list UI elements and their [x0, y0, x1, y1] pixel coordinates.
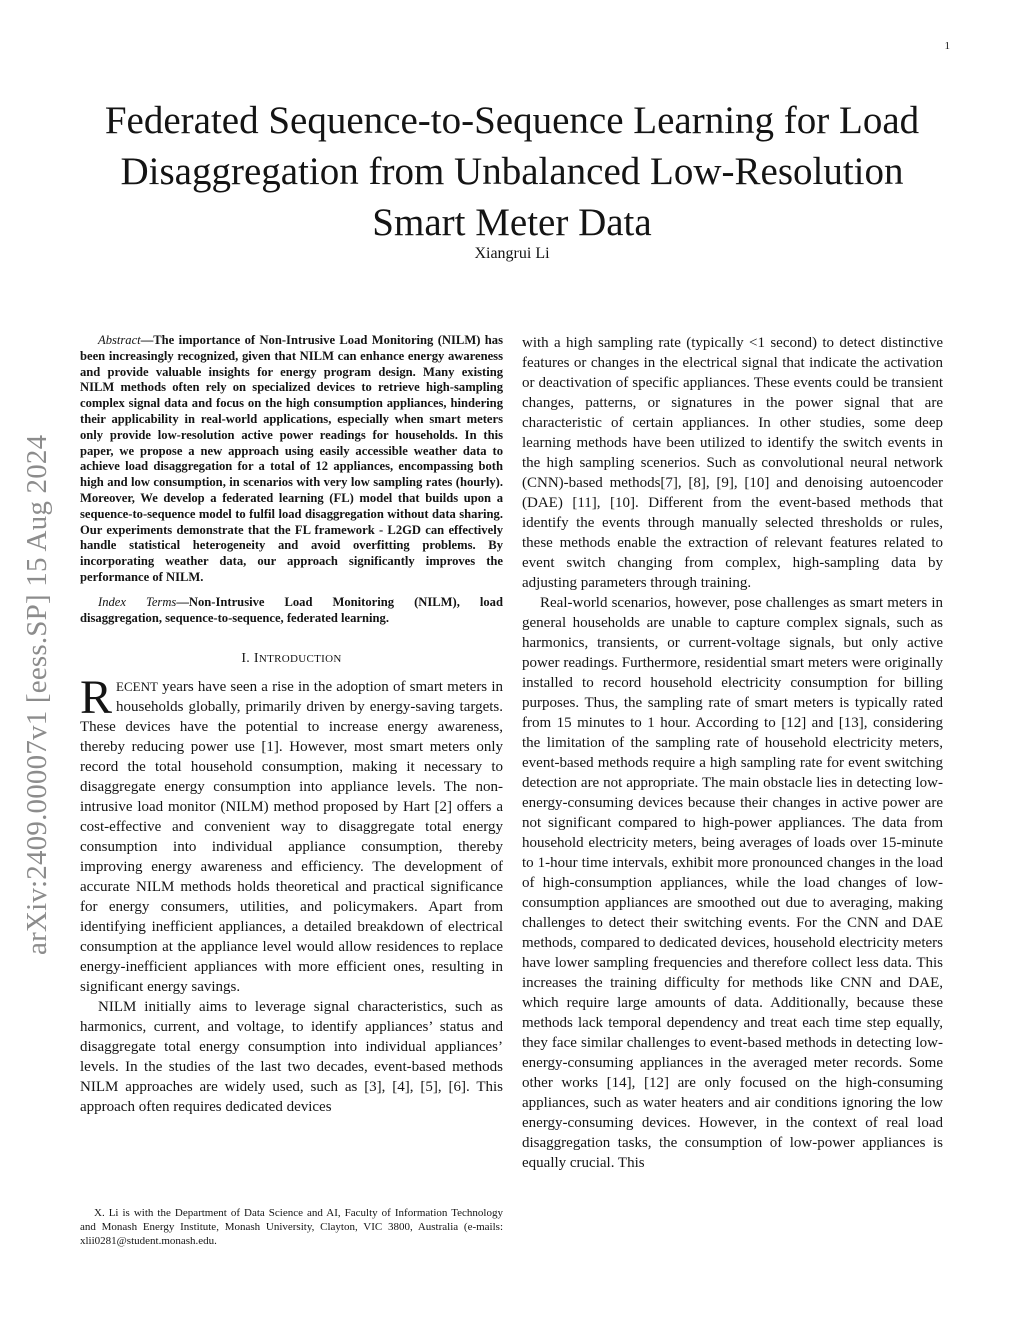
- section-heading-introduction: [80, 649, 503, 669]
- author-name: Xiangrui Li: [474, 245, 550, 262]
- intro-paragraph-1-text: years have seen a rise in the adoption of smart meters in households globally, primarily driven by energy-saving targets. These devices have the potential to increase energy awareness, thereby reducing power use [1]. However, most smart meters only record the total household consumption, making it necessary to disaggregate energy consumption into appliance levels. The non-intrusive load monitor (NILM) method proposed by Hart [2] offers a cost-effective and convenient way to disaggregate total energy consumption into individual appliance consumption, thereby improving energy awareness and efficiency. The development of accurate NILM methods holds theoretical and practical significance for energy consumers, utilities, and policymakers. Apart from identifying inefficient appliances, a detailed breakdown of electrical consumption at the appliance level would allow residences to replace energy-inefficient appliances with more efficient ones, resulting in significant energy savings.: [80, 679, 503, 996]
- arxiv-identifier-stamp: arXiv:2409.00007v1 [eess.SP] 15 Aug 2024: [21, 434, 53, 955]
- abstract: [80, 333, 503, 586]
- intro-lead-caps: ECENT: [116, 679, 158, 695]
- abstract-label: Abstract: [98, 333, 141, 347]
- intro-paragraph-1: [80, 671, 503, 997]
- abstract-text: —The importance of Non-Intrusive Load Monitoring (NILM) has been increasingly recognized, given that NILM can enhance energy awareness and provide valuable insights for energy program design. Many existing NILM methods often rely on specialized devices to retrieve high-sampling complex signal data and focus on the high consumption appliances, hindering their applicability in real-world applications, especially when smart meters only provide low-resolution active power readings for households. In this paper, we propose a new approach using easily accessible weather data to achieve load disaggregation for a total of 12 appliances, encompassing both high and low consumption, in scenarios with very low sampling rates (hourly). Moreover, We develop a federated learning (FL) model that builds upon a sequence-to-sequence model to fulfil load disaggregation without data sharing. Our experiments demonstrate that the FL framework - L2GD can effectively handle statistical heterogeneity and avoid overfitting problems. By incorporating weather data, our approach significantly improves the performance of NILM.: [80, 333, 503, 584]
- section-heading-rest: NTRODUCTION: [258, 653, 342, 666]
- section-numeral: I.: [241, 651, 251, 667]
- intro-paragraph-2: NILM initially aims to leverage signal characteristics, such as harmonics, current, and voltage, to identify appliances’ status and disaggregate total energy consumption into individual appliances’ levels. In the studies of the last two decades, event-based methods NILM approaches are widely used, such as [3], [4], [5], [6]. This approach often requires dedicated devices: [80, 999, 503, 1116]
- page-number: 1: [944, 40, 950, 52]
- paper-title: Federated Sequence-to-Sequence Learning for Load Disaggregation from Unbalanced Low-Resolution Smart Meter Data: [104, 99, 920, 244]
- right-column: [522, 333, 943, 1173]
- author-affiliation-footnote: X. Li is with the Department of Data Science and AI, Faculty of Information Technology and Monash Energy Institute, Monash University, Clayton, VIC 3800, Australia (e-mails: xlii0281@student.monash.edu.: [80, 1207, 503, 1247]
- section-heading-initial: I: [253, 651, 259, 667]
- right-paragraph-1: with a high sampling rate (typically <1 second) to detect distinctive features or changes in the electrical signal that indicate the activation or deactivation of specific appliances. These events could be transient changes, patterns, or signatures in the power signal that are characteristic of certain appliances. In other studies, some deep learning methods have been utilized to identify the switch events in the high sampling scenerios. Such as convolutional neural network (CNN)-based methods[7], [8], [9], [10] and denoising autoencoder (DAE) [11], [10]. Different from the event-based methods that identify the events through manually selected thresholds or rules, these methods enable the extraction of relevant features related to event switch changing from complex, high-sampling data by adjusting parameters through training.: [522, 335, 943, 591]
- index-terms-text: —Non-Intrusive Load Monitoring (NILM), load disaggregation, sequence-to-sequence, federated learning.: [80, 594, 503, 625]
- right-paragraph-2: Real-world scenarios, however, pose challenges as smart meters in general households are unable to capture complex signals, such as harmonics, transients, or current-voltage signals, but only active power readings. Furthermore, residential smart meters were originally installed to record household electricity consumption for billing purposes. Thus, the sampling rate of smart meters is typically rated from 15 minutes to 1 hour. According to [12] and [13], considering the limitation of the sampling rate of household electricity meters, event-based methods require a high sampling rate for event switching detection are not appropriate. The main obstacle lies in detecting low-energy-consuming devices because their changes in active power are not significant compared to high-power appliances. The data from household electricity meters, being averages of loads over 15-minute to 1-hour time intervals, exhibit more pronounced changes in the load of high-consumption appliances, while the load changes of low-consumption appliances are smoothed out due to averaging, making challenges to detect their switching events. For the CNN and DAE methods, compared to dedicated devices, household electricity meters have lower sampling frequencies and therefore collect less data. This increases the training difficulty for methods like CNN and DAE, which require large amounts of data. Additionally, because these methods lack temporal dependency and treat each time step equally, they face similar challenges to event-based methods in detecting low-energy-consuming appliances in the averaged meter records. Some other works [14], [12] are only focused on the high-consuming appliances, such as water heaters and air conditions ignoring the low energy-consuming devices. However, in the context of real load disaggregation tasks, the consumption of low-power appliances is equally crucial. This: [522, 595, 943, 1171]
- left-column: [80, 333, 503, 1117]
- index-terms-label: Index Terms: [98, 594, 177, 609]
- dropcap-letter: R: [80, 671, 113, 725]
- index-terms: [80, 595, 503, 627]
